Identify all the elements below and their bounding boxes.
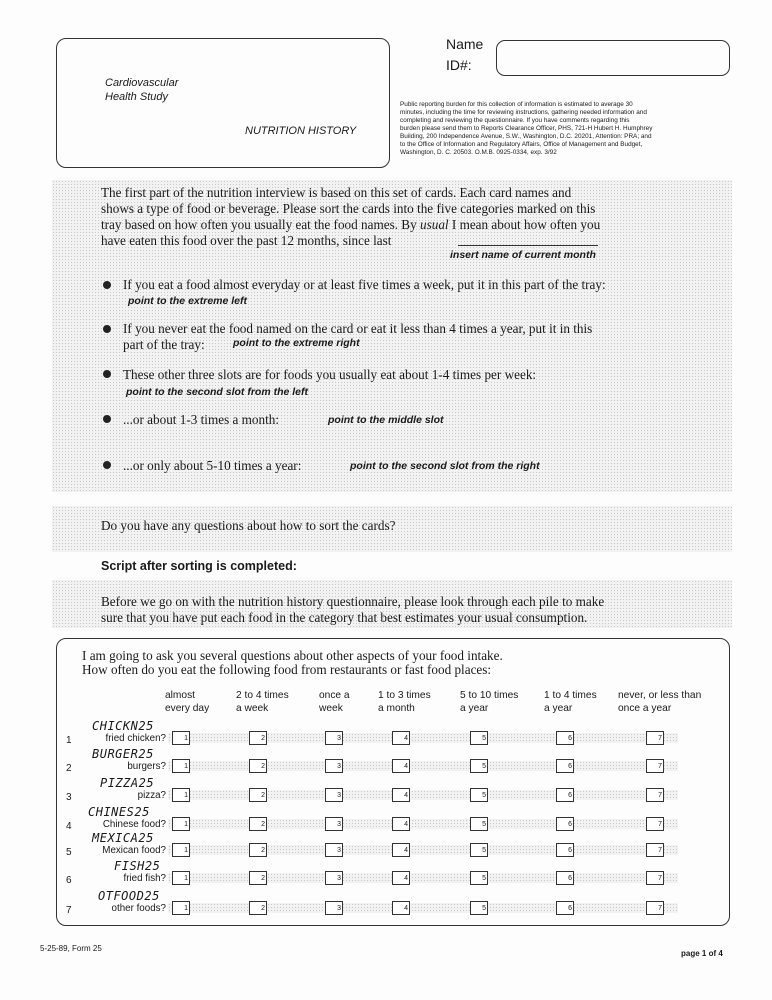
frequency-checkbox[interactable]: 1 xyxy=(172,901,190,915)
frequency-checkbox[interactable]: 2 xyxy=(249,731,267,745)
frequency-checkbox[interactable]: 7 xyxy=(646,843,664,857)
frequency-checkbox[interactable]: 2 xyxy=(249,759,267,773)
frequency-checkbox[interactable]: 4 xyxy=(392,901,410,915)
row-number: 7 xyxy=(66,905,72,916)
bullet-1 xyxy=(103,281,111,289)
frequency-checkbox[interactable]: 6 xyxy=(556,871,574,885)
frequency-checkbox[interactable]: 2 xyxy=(249,901,267,915)
bullet-4 xyxy=(103,415,111,423)
intro-line-4: have eaten this food over the past 12 months, since last xyxy=(101,233,392,248)
frequency-checkbox[interactable]: 3 xyxy=(325,901,343,915)
frequency-checkbox[interactable]: 1 xyxy=(172,817,190,831)
frequency-checkbox[interactable]: 7 xyxy=(646,759,664,773)
row-number: 2 xyxy=(66,763,72,774)
name-label: Name xyxy=(446,36,484,52)
frequency-checkbox[interactable]: 2 xyxy=(249,817,267,831)
month-blank[interactable] xyxy=(458,245,598,246)
table-intro-2: How often do you eat the following food from restaurants or fast food places: xyxy=(82,662,492,677)
column-header-7: never, or less than once a year xyxy=(618,690,702,714)
frequency-checkbox[interactable]: 1 xyxy=(172,871,190,885)
column-header-5: 5 to 10 times a year xyxy=(460,690,519,714)
handwritten-code: CHINES25 xyxy=(88,805,150,819)
name-id-field[interactable] xyxy=(496,40,730,76)
frequency-checkbox[interactable]: 7 xyxy=(646,817,664,831)
burden-statement: Public reporting burden for this collection of information is estimated to average 30 minutes, including the time for reviewing instructions, gathering needed information and completing and reviewing the questionnaire. If you have comments regarding this burden please send them to Reports Clearance Officer, PHS, 721-H Hubert H. Humphrey Building, 200 Independence Avenue, S.W., Washington, D.C. 20201, Attention: PRA; and to the Office of Information and Regulatory Affairs, Office of Management and Budget, Washington, D. C. 20503. O.M.B. 0925-0334, exp. 3/92 xyxy=(400,101,653,156)
frequency-checkbox[interactable]: 6 xyxy=(556,788,574,802)
form-title: NUTRITION HISTORY xyxy=(245,125,357,137)
frequency-checkbox[interactable]: 3 xyxy=(325,871,343,885)
frequency-checkbox[interactable]: 1 xyxy=(172,731,190,745)
bullet-3-note: point to the second slot from the left xyxy=(126,386,308,398)
row-shading xyxy=(168,733,678,743)
frequency-checkbox[interactable]: 6 xyxy=(556,731,574,745)
study-title-line-2: Health Study xyxy=(105,91,168,103)
frequency-checkbox[interactable]: 4 xyxy=(392,788,410,802)
frequency-checkbox[interactable]: 3 xyxy=(325,759,343,773)
handwritten-code: BURGER25 xyxy=(92,747,154,761)
frequency-checkbox[interactable]: 6 xyxy=(556,843,574,857)
frequency-checkbox[interactable]: 1 xyxy=(172,759,190,773)
frequency-checkbox[interactable]: 7 xyxy=(646,731,664,745)
food-label: pizza? xyxy=(137,790,166,801)
food-label: Mexican food? xyxy=(102,845,166,856)
row-shading xyxy=(168,819,678,829)
bullet-3 xyxy=(103,370,111,378)
intro-line-3: tray based on how often you usually eat the food names. By usual I mean about how often you xyxy=(101,217,601,232)
frequency-checkbox[interactable]: 7 xyxy=(646,901,664,915)
table-intro-1: I am going to ask you several questions about other aspects of your food intake. xyxy=(82,648,503,663)
frequency-checkbox[interactable]: 5 xyxy=(470,817,488,831)
bullet-2-note: point to the extreme right xyxy=(233,337,360,349)
id-label: ID#: xyxy=(446,57,472,73)
frequency-checkbox[interactable]: 2 xyxy=(249,788,267,802)
frequency-checkbox[interactable]: 5 xyxy=(470,731,488,745)
study-title-box xyxy=(56,38,390,168)
frequency-checkbox[interactable]: 4 xyxy=(392,731,410,745)
frequency-checkbox[interactable]: 7 xyxy=(646,871,664,885)
handwritten-code: PIZZA25 xyxy=(100,776,155,790)
row-shading xyxy=(168,845,678,855)
food-label: fried chicken? xyxy=(105,733,166,744)
frequency-checkbox[interactable]: 5 xyxy=(470,871,488,885)
column-header-1: almost every day xyxy=(165,690,210,714)
bullet-2-text-2: part of the tray: xyxy=(123,337,205,352)
page-number: page 1 of 4 xyxy=(681,949,723,958)
row-shading xyxy=(168,761,678,771)
handwritten-code: OTFOOD25 xyxy=(98,889,160,903)
month-note: insert name of current month xyxy=(450,249,596,261)
row-shading xyxy=(168,903,678,913)
column-header-6: 1 to 4 times a year xyxy=(544,690,597,714)
bullet-1-text: If you eat a food almost everyday or at least five times a week, put it in this part of the tray: xyxy=(123,277,606,292)
frequency-checkbox[interactable]: 4 xyxy=(392,843,410,857)
frequency-checkbox[interactable]: 3 xyxy=(325,843,343,857)
frequency-checkbox[interactable]: 5 xyxy=(470,901,488,915)
row-number: 6 xyxy=(66,875,72,886)
bullet-5-note: point to the second slot from the right xyxy=(350,460,540,472)
frequency-checkbox[interactable]: 6 xyxy=(556,759,574,773)
frequency-checkbox[interactable]: 4 xyxy=(392,817,410,831)
food-label: other foods? xyxy=(111,903,166,914)
intro-line-2: shows a type of food or beverage. Please sort the cards into the five categories marked on this xyxy=(101,201,596,216)
row-shading xyxy=(168,873,678,883)
bullet-5 xyxy=(103,461,111,469)
frequency-checkbox[interactable]: 5 xyxy=(470,788,488,802)
study-title-line-1: Cardiovascular xyxy=(105,77,179,89)
bullet-4-note: point to the middle slot xyxy=(328,414,444,426)
row-number: 5 xyxy=(66,847,72,858)
row-number: 4 xyxy=(66,821,72,832)
column-header-3: once a week xyxy=(319,690,350,714)
after-sort-line-1: Before we go on with the nutrition history questionnaire, please look through each pile to make xyxy=(101,594,605,609)
handwritten-code: MEXICA25 xyxy=(92,831,154,845)
food-label: fried fish? xyxy=(123,873,166,884)
column-header-2: 2 to 4 times a week xyxy=(236,690,289,714)
frequency-checkbox[interactable]: 2 xyxy=(249,843,267,857)
handwritten-code: FISH25 xyxy=(114,859,161,873)
frequency-checkbox[interactable]: 1 xyxy=(172,788,190,802)
frequency-checkbox[interactable]: 5 xyxy=(470,759,488,773)
frequency-checkbox[interactable]: 2 xyxy=(249,871,267,885)
frequency-checkbox[interactable]: 6 xyxy=(556,817,574,831)
after-sort-line-2: sure that you have put each food in the category that best estimates your usual consumption. xyxy=(101,610,588,625)
frequency-checkbox[interactable]: 5 xyxy=(470,843,488,857)
food-label: burgers? xyxy=(127,761,166,772)
script-heading: Script after sorting is completed: xyxy=(101,559,297,573)
row-number: 3 xyxy=(66,792,72,803)
bullet-5-text: ...or only about 5-10 times a year: xyxy=(123,458,302,473)
frequency-checkbox[interactable]: 4 xyxy=(392,871,410,885)
food-label: Chinese food? xyxy=(102,819,166,830)
questions-prompt: Do you have any questions about how to sort the cards? xyxy=(101,518,396,533)
column-header-4: 1 to 3 times a month xyxy=(378,690,431,714)
intro-line-1: The first part of the nutrition interview is based on this set of cards. Each card names and xyxy=(101,185,572,200)
frequency-checkbox[interactable]: 7 xyxy=(646,788,664,802)
frequency-checkbox[interactable]: 6 xyxy=(556,901,574,915)
bullet-3-text: These other three slots are for foods you usually eat about 1-4 times per week: xyxy=(123,367,537,382)
bullet-4-text: ...or about 1-3 times a month: xyxy=(123,412,280,427)
bullet-2 xyxy=(103,325,111,333)
row-shading xyxy=(168,790,678,800)
row-number: 1 xyxy=(66,735,72,746)
frequency-checkbox[interactable]: 4 xyxy=(392,759,410,773)
form-id: 5-25-89, Form 25 xyxy=(40,944,102,953)
frequency-checkbox[interactable]: 3 xyxy=(325,788,343,802)
frequency-checkbox[interactable]: 1 xyxy=(172,843,190,857)
bullet-2-text-1: If you never eat the food named on the card or eat it less than 4 times a year, put it in this xyxy=(123,321,593,336)
frequency-checkbox[interactable]: 3 xyxy=(325,817,343,831)
frequency-checkbox[interactable]: 3 xyxy=(325,731,343,745)
bullet-1-note: point to the extreme left xyxy=(128,295,248,307)
handwritten-code: CHICKN25 xyxy=(92,719,154,733)
